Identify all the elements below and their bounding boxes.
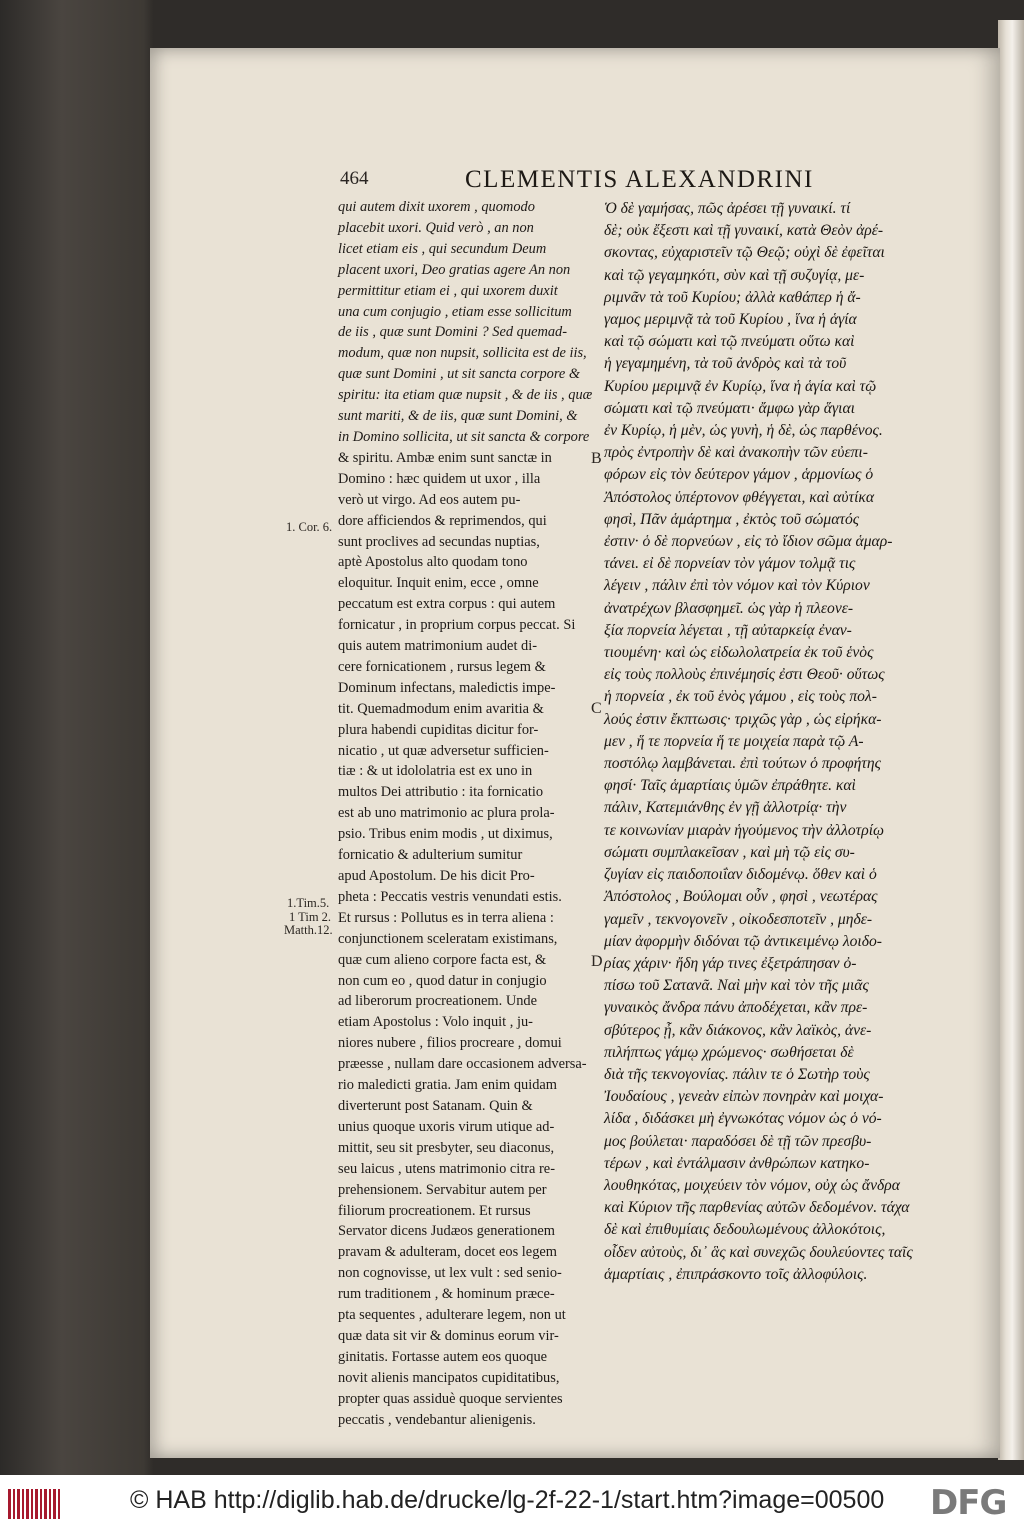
text-line: Ἰουδαίους , γενεὰν εἰπὼν πονηρὰν καὶ μοιχα- bbox=[604, 1088, 884, 1106]
section-marker-b: B bbox=[591, 450, 602, 467]
text-line: eloquitur. Inquit enim, ecce , omne bbox=[338, 575, 539, 592]
copyright-link[interactable]: © HAB http://diglib.hab.de/drucke/lg-2f-22-1/start.htm?image=00500 bbox=[130, 1486, 885, 1514]
text-line: peccatum est extra corpus : qui autem bbox=[338, 596, 556, 613]
text-line: γαμος μεριμνᾷ τὰ τοῦ Κυρίου , ἵνα ἡ ἁγία bbox=[604, 311, 857, 329]
text-line: Domino : hæc quidem ut uxor , illa bbox=[338, 470, 541, 487]
text-line: novit alienis mancipatos cupiditatibus, bbox=[338, 1369, 560, 1386]
text-line: εἰς τοὺς πολλοὺς ἐπινέμησίς ἐστι Θεοῦ· οὕτως bbox=[604, 666, 885, 684]
text-line: psio. Tribus enim modis , ut diximus, bbox=[338, 826, 553, 843]
text-line: modum, quæ non nupsit, sollicita est de iis, bbox=[338, 345, 587, 362]
text-line: ginitatis. Fortasse autem eos quoque bbox=[338, 1348, 548, 1365]
text-line: spiritu: ita etiam quæ nupsit , & de iis , quæ bbox=[338, 387, 593, 404]
text-line: Et rursus : Pollutus es in terra aliena : bbox=[338, 909, 554, 926]
text-line: placent uxori, Deo gratias agere An non bbox=[338, 261, 571, 278]
page-number: 464 bbox=[340, 168, 369, 189]
text-line: una cum conjugio , etiam esse sollicitum bbox=[338, 303, 572, 320]
text-line: quæ cum alieno corpore facta est, & bbox=[338, 951, 547, 968]
text-line: λούς ἐστιν ἔκπτωσις· τριχῶς γὰρ , ὡς εἰρήκα- bbox=[604, 710, 882, 728]
text-line: Dominum infectans, maledictis impe- bbox=[338, 679, 556, 696]
text-line: ριμνᾶν τὰ τοῦ Κυρίου; ἀλλὰ καθάπερ ἡ ἄ- bbox=[604, 288, 861, 306]
margin-reference: 1 Tim 2. bbox=[289, 910, 332, 924]
running-title: CLEMENTIS ALEXANDRINI bbox=[465, 166, 814, 193]
text-line: οἶδεν αὐτοὺς, δι᾽ ἃς καὶ συνεχῶς δουλεύοντες ταῖς bbox=[604, 1243, 913, 1261]
text-line: fornicatur , in proprium corpus peccat. Si bbox=[338, 617, 576, 634]
text-line: unius quoque uxoris virum utique ad- bbox=[338, 1118, 555, 1135]
text-line: δὲ; οὐκ ἔξεστι καὶ τῇ γυναικί, κατὰ Θεὸν ἀρέ- bbox=[604, 222, 884, 240]
text-line: μος βούλεται· παραδόσει δὲ τῇ τῶν πρεσβυ- bbox=[604, 1132, 872, 1150]
text-line: peccatis , vendebantur alienigenis. bbox=[338, 1411, 536, 1428]
text-line: fornicatio & adulterium sumitur bbox=[338, 847, 523, 864]
text-line: qui autem dixit uxorem , quomodo bbox=[338, 199, 535, 215]
text-line: καὶ τῷ γεγαμηκότι, σὺν καὶ τῇ συζυγίᾳ, με- bbox=[604, 266, 865, 284]
text-line: φόρων εἰς τὸν δεύτερον γάμον , ἁρμονίως ὁ bbox=[604, 466, 874, 484]
text-line: conjunctionem sceleratam existimans, bbox=[338, 930, 558, 947]
dfg-logo: DFG bbox=[930, 1483, 1007, 1523]
text-line: Ὁ δὲ γαμήσας, πῶς ἀρέσει τῇ γυναικί. τί bbox=[604, 200, 851, 217]
text-line: λουθηκότας, μοιχεύειν τὸν νόμον, οὐχ ὡς ἄνδρα bbox=[604, 1176, 900, 1194]
text-line: tiæ : & ut idololatria est ex uno in bbox=[338, 763, 533, 780]
text-line: γυναικὸς ἄνδρα πάνυ ἀποδέχεται, κἂν πρε- bbox=[604, 999, 868, 1017]
text-line: δὲ καὶ ἐπιθυμίαις δεδουλωμένους ἀλλοκότοις, bbox=[604, 1221, 886, 1239]
text-line: λέγειν , πάλιν ἐπὶ τὸν νόμον καὶ τὸν Κύριον bbox=[604, 577, 870, 595]
text-line: quis autem matrimonium audet di- bbox=[338, 638, 538, 655]
text-line: ἐστιν· ὁ δὲ πορνεύων , εἰς τὸ ἴδιον σῶμα ἁμαρ- bbox=[604, 533, 893, 551]
latin-text-column bbox=[338, 197, 593, 1430]
text-line: pheta : Peccatis vestris venundati estis. bbox=[338, 888, 562, 905]
text-line: niores nubere , filios procreare , domui bbox=[338, 1035, 562, 1052]
text-line: de iis , quæ sunt Domini ? Sed quemad- bbox=[338, 324, 568, 341]
text-line: pta sequentes , adulterare legem, non ut bbox=[338, 1307, 566, 1324]
text-line: γαμεῖν , τεκνογονεῖν , οἰκοδεσποτεῖν , μηδε- bbox=[604, 910, 873, 928]
text-line: σώματι καὶ τῷ πνεύματι· ἄμφω γὰρ ἅγιαι bbox=[604, 399, 855, 417]
text-line: diverterunt post Satanam. Quin & bbox=[338, 1097, 533, 1114]
text-line: ἡ πορνεία , ἐκ τοῦ ἑνὸς γάμου , εἰς τοὺς πολ- bbox=[604, 688, 877, 706]
running-head bbox=[340, 166, 820, 198]
text-line: est ab uno matrimonio ac plura prola- bbox=[338, 805, 555, 822]
text-line: σώματι συμπλακεῖσαν , καὶ μὴ τῷ εἰς συ- bbox=[604, 843, 855, 861]
text-line: καὶ Κύριον τῆς παρθενίας αὐτῶν δεδομένον. τάχα bbox=[604, 1199, 910, 1217]
text-line: ἁμαρτίαις , ἐπιπράσκοντο τοῖς ἀλλοφύλοις. bbox=[604, 1265, 868, 1283]
text-line: σβύτερος ᾖ, κἂν διάκονος, κἂν λαϊκὸς, ἀνε- bbox=[604, 1021, 872, 1039]
text-line: φησί· Ταῖς ἁμαρτίαις ὑμῶν ἐπράθητε. καὶ bbox=[604, 777, 856, 795]
margin-reference: 1.Tim.5. bbox=[287, 896, 330, 910]
text-line: ἡ γεγαμημένη, τὰ τοῦ ἀνδρὸς καὶ τὰ τοῦ bbox=[604, 355, 847, 373]
footer-bar bbox=[0, 1475, 1024, 1529]
section-marker-c: C bbox=[591, 700, 602, 717]
text-line: τε κοινωνίαν μιαρὰν ἡγούμενος τὴν ἀλλοτρίῳ bbox=[604, 821, 885, 839]
text-line: sunt proclives ad secundas nuptias, bbox=[338, 533, 540, 550]
text-line: Ἀπόστολος , Βούλομαι οὖν , φησὶ , νεωτέρας bbox=[604, 888, 878, 906]
text-line: tit. Quemadmodum enim avaritia & bbox=[338, 700, 544, 717]
text-line: πίσω τοῦ Σατανᾶ. Ναὶ μὴν καὶ τὸν τῆς μιᾶς bbox=[604, 977, 869, 995]
text-line: apud Apostolum. De his dicit Pro- bbox=[338, 868, 535, 884]
text-line: τιουμένη· καὶ ὡς εἰδωλολατρεία ἐκ τοῦ ἑνὸς bbox=[604, 644, 874, 662]
text-line: prehensionem. Servabitur autem per bbox=[338, 1181, 547, 1198]
text-line: λίδα , διδάσκει μὴ ἐγνωκότας νόμον ὡς ὁ νό- bbox=[604, 1110, 882, 1128]
text-line: quæ sunt Domini , ut sit sancta corpore & bbox=[338, 366, 581, 383]
text-line: in Domino sollicita, ut sit sancta & corpore bbox=[338, 428, 590, 445]
page-edge bbox=[998, 20, 1024, 1460]
text-line: quæ data sit vir & dominus eorum vir- bbox=[338, 1327, 559, 1344]
text-line: rum traditionem , & hominum præce- bbox=[338, 1286, 555, 1303]
text-line: verò ut virgo. Ad eos autem pu- bbox=[338, 491, 521, 508]
text-line: διὰ τῆς τεκνογονίας. πάλιν τε ὁ Σωτὴρ τοὺς bbox=[604, 1065, 870, 1083]
text-line: σκοντας, εὐχαριστεῖν τῷ Θεῷ; οὐχὶ δὲ ἐφεῖται bbox=[604, 244, 885, 262]
text-line: non cognovisse, ut lex vult : sed senio- bbox=[338, 1265, 562, 1282]
text-line: licet etiam eis , qui secundum Deum bbox=[338, 240, 547, 257]
text-line: πιλήπτως γάμῳ χρώμενος· σωθήσεται δὲ bbox=[604, 1043, 854, 1061]
section-marker-d: D bbox=[591, 953, 603, 970]
text-line: μίαν ἀφορμὴν διδόναι τῷ ἀντικειμένῳ λοιδο- bbox=[604, 932, 882, 950]
text-line: πάλιν, Κατεμιάνθης ἐν γῇ ἀλλοτρίᾳ· τὴν bbox=[604, 799, 847, 817]
text-line: dore afficiendos & reprimendos, qui bbox=[338, 512, 547, 529]
text-line: Ἀπόστολος ὑπέρτονον φθέγγεται, καὶ αὐτίκα bbox=[604, 488, 875, 506]
text-line: nicatio , ut quæ adversetur sufficien- bbox=[338, 742, 549, 759]
text-line: præesse , nullam dare occasionem adversa- bbox=[338, 1056, 587, 1073]
text-line: placebit uxori. Quid verò , an non bbox=[338, 219, 534, 236]
text-line: φησὶ, Πᾶν ἁμάρτημα , ἐκτὸς τοῦ σώματός bbox=[604, 510, 860, 528]
text-line: aptè Apostolus alto quodam tono bbox=[338, 554, 528, 571]
library-barcode-logo bbox=[8, 1489, 63, 1519]
text-line: καὶ τῷ σώματι καὶ τῷ πνεύματι οὕτω καὶ bbox=[604, 333, 855, 351]
text-line: pravam & adulteram, docet eos legem bbox=[338, 1244, 557, 1261]
text-line: τέρων , καὶ ἐντάλμασιν ἀνθρώπων κατηκο- bbox=[604, 1154, 870, 1172]
text-line: ξία πορνεία λέγεται , τῇ αὐταρκείᾳ ἐναν- bbox=[604, 621, 852, 639]
text-line: mittit, seu sit presbyter, seu diaconus, bbox=[338, 1139, 555, 1156]
text-line: Servator dicens Judæos generationem bbox=[338, 1223, 556, 1240]
text-line: filiorum procreationem. Et rursus bbox=[338, 1202, 531, 1219]
text-line: Κυρίου μεριμνᾷ ἐν Κυρίῳ, ἵνα ἡ ἁγία καὶ τῷ bbox=[604, 377, 877, 395]
text-line: ζυγίαν εἰς παιδοποιΐαν διδομένῳ. ὅθεν καὶ ὁ bbox=[604, 866, 877, 884]
margin-reference: Matth.12. bbox=[284, 923, 333, 937]
text-line: rio maledicti gratia. Jam enim quidam bbox=[338, 1077, 557, 1094]
text-line: non cum eo , quod datur in conjugio bbox=[338, 972, 547, 989]
text-line: & spiritu. Ambæ enim sunt sanctæ in bbox=[338, 449, 552, 466]
text-line: sunt mariti, & de iis, quæ sunt Domini, & bbox=[338, 408, 578, 425]
text-line: seu laicus , utens matrimonio citra re- bbox=[338, 1160, 555, 1177]
text-line: ad liberorum procreationem. Unde bbox=[338, 993, 537, 1010]
text-line: ἀνατρέχων βλασφημεῖ. ὡς γὰρ ἡ πλεονε- bbox=[604, 599, 854, 617]
text-line: propter quas assiduè quoque servientes bbox=[338, 1390, 563, 1407]
text-line: cere fornicationem , rursus legem & bbox=[338, 658, 546, 675]
text-line: plura habendi cupiditas dicitur for- bbox=[338, 721, 539, 738]
text-line: μεν , ἥ τε πορνεία ἥ τε μοιχεία παρὰ τῷ Α- bbox=[604, 732, 864, 750]
text-line: ρίας χάριν· ἤδη γάρ τινες ἐξετράπησαν ὀ- bbox=[604, 954, 857, 972]
text-line: permittitur etiam ei , qui uxorem duxit bbox=[338, 282, 558, 299]
greek-text-column bbox=[604, 198, 969, 1286]
text-line: etiam Apostolus : Volo inquit , ju- bbox=[338, 1014, 533, 1031]
margin-reference: 1. Cor. 6. bbox=[286, 520, 333, 534]
text-line: multos Dei attributio : ita fornicatio bbox=[338, 784, 544, 801]
text-line: πρὸς ἐντροπὴν δὲ καὶ ἀνακοπὴν τῶν εὐεπι- bbox=[604, 444, 868, 462]
text-line: ἐν Κυρίῳ, ἡ μὲν, ὡς γυνὴ, ἡ δὲ, ὡς παρθένος. bbox=[604, 422, 883, 440]
text-line: ποστόλῳ λαμβάνεται. ἐπὶ τούτων ὁ προφήτης bbox=[604, 755, 881, 773]
text-line: τάνει. εἰ δὲ πορνείαν τὸν γάμον τολμᾷ τις bbox=[604, 555, 856, 573]
